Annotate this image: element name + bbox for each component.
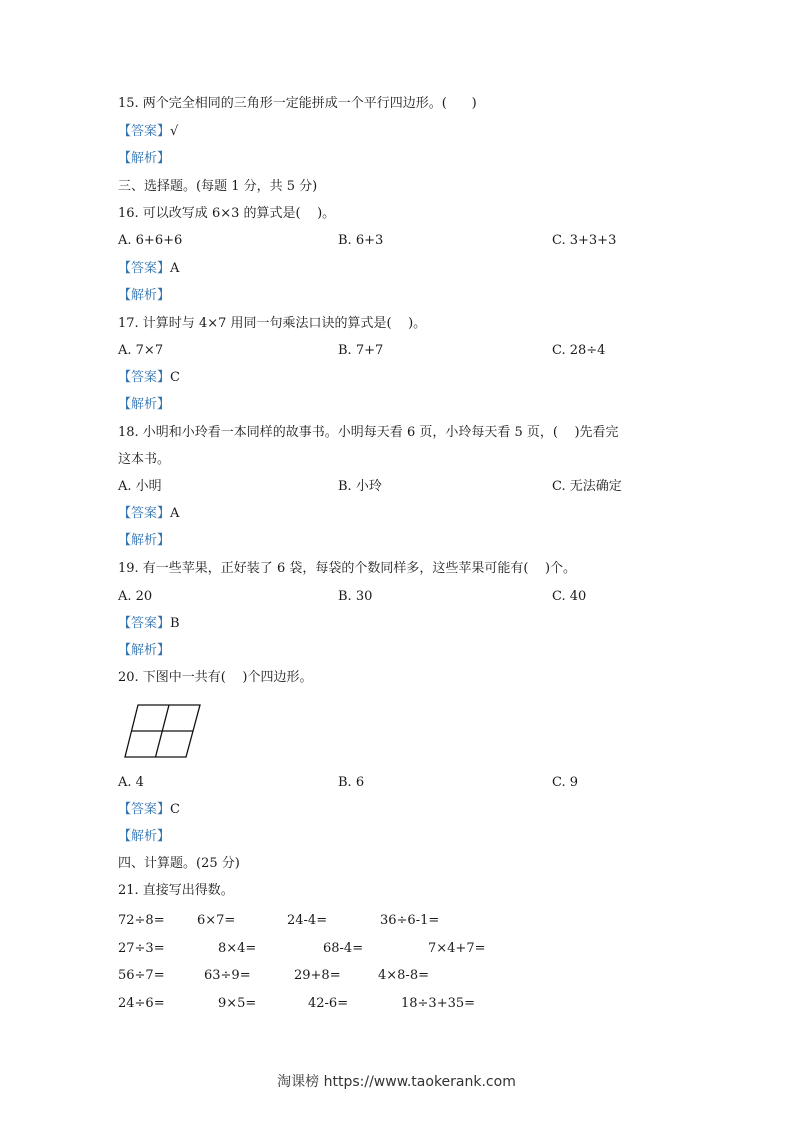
q18-analysis: 【解析】 <box>118 533 171 548</box>
q15-answer <box>118 123 178 141</box>
q18-question-line2: 这本书。 <box>118 452 171 467</box>
calc-r4-c2: 9×5= <box>218 996 257 1011</box>
calc-r1-c4: 36÷6-1= <box>380 913 440 928</box>
calc-r1-c1: 72÷8= <box>118 913 165 928</box>
q17-question: 17. 计算时与 4×7 用同一句乘法口诀的算式是( )。 <box>118 316 427 331</box>
q20-answer <box>118 801 180 819</box>
answer-value: A <box>170 506 180 521</box>
q19-option-c: C. 40 <box>552 589 587 604</box>
answer-label: 【答案】 <box>118 802 171 817</box>
q19-answer <box>118 615 180 633</box>
q21-question: 21. 直接写出得数。 <box>118 883 234 898</box>
answer-label: 【答案】 <box>118 124 171 139</box>
answer-label: 【答案】 <box>118 370 171 385</box>
calc-r4-c4: 18÷3+35= <box>401 996 476 1011</box>
q17-analysis: 【解析】 <box>118 397 171 412</box>
q20-question: 20. 下图中一共有( )个四边形。 <box>118 670 313 685</box>
answer-value: B <box>170 616 180 631</box>
section-4-heading: 四、计算题。(25 分) <box>118 856 240 871</box>
answer-label: 【答案】 <box>118 261 171 276</box>
calc-r4-c1: 24÷6= <box>118 996 165 1011</box>
q16-option-b: B. 6+3 <box>338 233 384 248</box>
q17-option-c: C. 28÷4 <box>552 343 606 358</box>
calc-r4-c3: 42-6= <box>308 996 349 1011</box>
footer-watermark: 淘课榜 https://www.taokerank.com <box>277 1074 516 1090</box>
answer-value: C <box>170 370 180 385</box>
calc-r3-c2: 63÷9= <box>204 968 251 983</box>
calc-r2-c2: 8×4= <box>218 941 257 956</box>
calc-r3-c3: 29+8= <box>294 968 341 983</box>
q19-option-b: B. 30 <box>338 589 373 604</box>
answer-value: C <box>170 802 180 817</box>
answer-label: 【答案】 <box>118 506 171 521</box>
q17-option-a: A. 7×7 <box>118 343 164 358</box>
q18-option-a: A. 小明 <box>118 479 162 494</box>
calc-r2-c3: 68-4= <box>323 941 364 956</box>
q20-option-a: A. 4 <box>118 775 144 790</box>
q20-option-c: C. 9 <box>552 775 579 790</box>
q16-option-c: C. 3+3+3 <box>552 233 617 248</box>
q19-question: 19. 有一些苹果，正好装了 6 袋，每袋的个数同样多，这些苹果可能有( )个。 <box>118 561 577 576</box>
parallelogram-figure <box>123 703 203 759</box>
q19-analysis: 【解析】 <box>118 643 171 658</box>
q15-analysis: 【解析】 <box>118 151 171 166</box>
q19-option-a: A. 20 <box>118 589 153 604</box>
q20-analysis: 【解析】 <box>118 829 171 844</box>
q18-option-c: C. 无法确定 <box>552 479 622 494</box>
q17-option-b: B. 7+7 <box>338 343 384 358</box>
q16-analysis: 【解析】 <box>118 288 171 303</box>
q17-answer <box>118 369 180 387</box>
q15-question: 15. 两个完全相同的三角形一定能拼成一个平行四边形。( ) <box>118 96 477 111</box>
q18-question-line1: 18. 小明和小玲看一本同样的故事书。小明每天看 6 页，小玲每天看 5 页，( )先看完 <box>118 425 619 440</box>
q16-question: 16. 可以改写成 6×3 的算式是( )。 <box>118 206 336 221</box>
section-3-heading: 三、选择题。(每题 1 分，共 5 分) <box>118 179 318 194</box>
answer-label: 【答案】 <box>118 616 171 631</box>
q16-answer <box>118 260 179 278</box>
q18-option-b: B. 小玲 <box>338 479 382 494</box>
answer-value: A <box>170 261 180 276</box>
calc-r1-c3: 24-4= <box>287 913 328 928</box>
calc-r2-c1: 27÷3= <box>118 941 165 956</box>
q18-answer <box>118 505 179 523</box>
calc-r2-c4: 7×4+7= <box>428 941 486 956</box>
q16-option-a: A. 6+6+6 <box>118 233 183 248</box>
calc-r1-c2: 6×7= <box>197 913 236 928</box>
answer-value: √ <box>170 124 179 139</box>
calc-r3-c1: 56÷7= <box>118 968 165 983</box>
calc-r3-c4: 4×8-8= <box>378 968 429 983</box>
q20-option-b: B. 6 <box>338 775 365 790</box>
